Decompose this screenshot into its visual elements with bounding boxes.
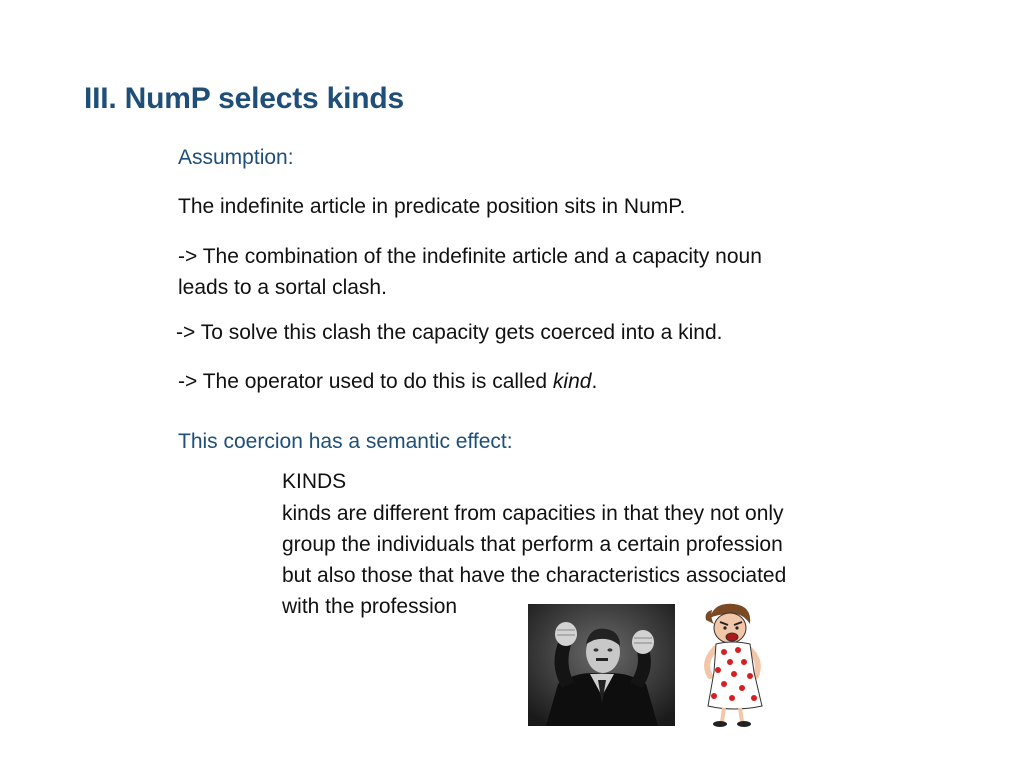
point-2: -> To solve this clash the capacity gets coerced into a kind. [176, 321, 723, 344]
fist-raising-man-photo [528, 604, 675, 726]
kinds-line-2: group the individuals that perform a certain profession [282, 533, 783, 556]
assumption-label: Assumption: [178, 146, 294, 169]
angry-woman-cartoon [696, 600, 772, 728]
point-1-line-1: -> The combination of the indefinite article and a capacity noun [178, 245, 762, 268]
kinds-line-3: but also those that have the characteristics associated [282, 564, 787, 587]
point-3 [178, 366, 597, 397]
assumption-text: The indefinite article in predicate position sits in NumP. [178, 195, 686, 218]
kinds-heading: KINDS [282, 470, 347, 493]
point-1-line-2: leads to a sortal clash. [178, 276, 387, 299]
kinds-line-4: with the profession [282, 595, 458, 618]
slide-title: III. NumP selects kinds [84, 82, 404, 115]
kinds-line-1: kinds are different from capacities in that they not only [282, 502, 784, 525]
point-3-italic-term: kind [552, 370, 592, 393]
effect-label: This coercion has a semantic effect: [178, 430, 513, 453]
point-3-suffix: . [591, 370, 598, 393]
point-3-prefix: -> The operator used to do this is called [178, 370, 553, 393]
